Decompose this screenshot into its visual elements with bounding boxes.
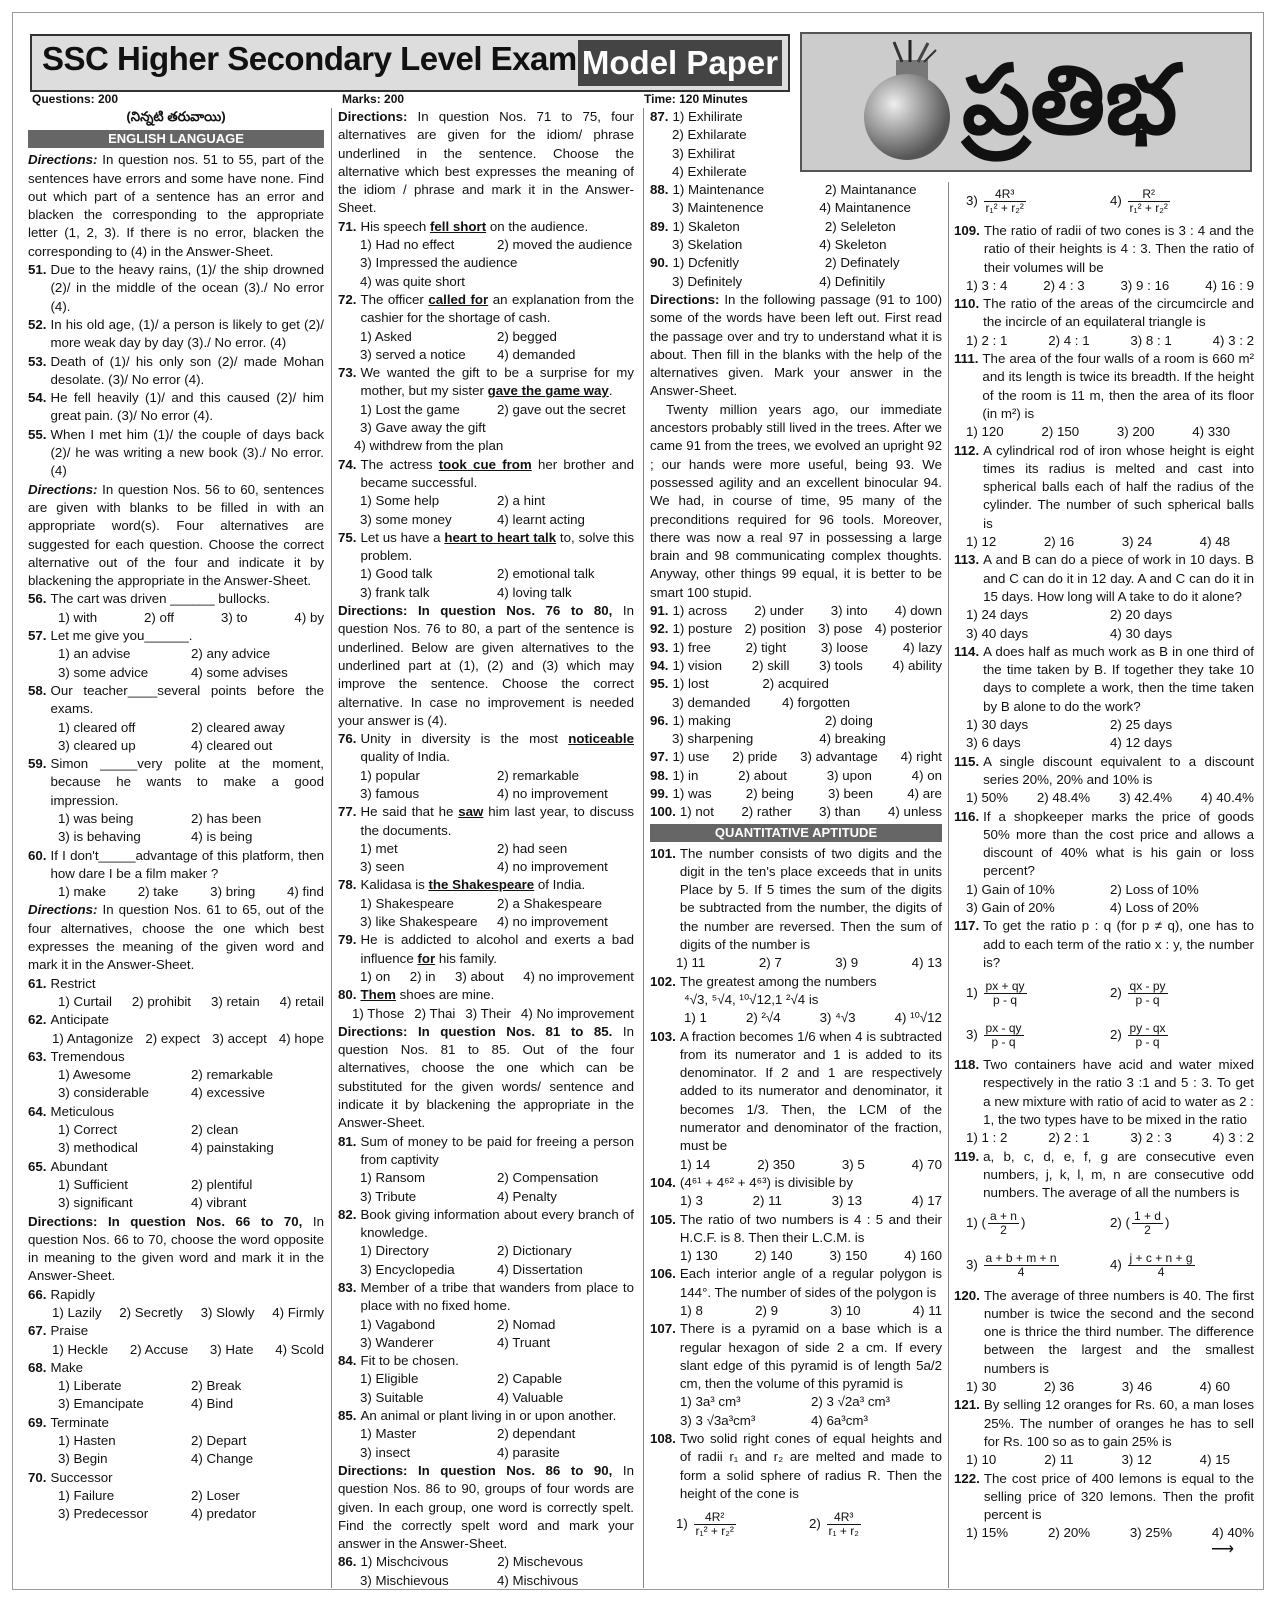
column-3 [650, 108, 942, 1545]
directions: Directions: In question Nos. 76 to 80, In question Nos. 76 to 80, a part of the sentence is underlined. Below are given alternatives to the underlined part at (1), (2) and (3) which may improve the sentence. Choose the correct alternative. In case no improvement is needed your answer is (4). [338, 603, 634, 728]
question-64: 64. Meticulous [28, 1103, 115, 1119]
question-68: 68. Make [28, 1359, 84, 1375]
options: 1) 1 : 2 2) 2 : 1 3) 2 : 3 4) 3 : 2 [966, 1130, 1254, 1146]
directions: Directions: In the following passage (91 to 100) some of the words have been left out. First read the passage over and try to understand what it is about. Then fill in the blanks with the help of the alternatives given. Mark your answer in the Answer-Sheet. [650, 291, 942, 399]
options: 1) Failure 2) Loser [58, 1487, 240, 1503]
options: 1) Sufficient 2) plentiful [58, 1176, 253, 1192]
options: 1) Lost the game 2) gave out the secret [360, 401, 626, 417]
options: 1) Good talk 2) emotional talk [360, 566, 595, 582]
question-106: 106. Each interior angle of a regular polygon is 144°. The number of sides of the polygon is [650, 1266, 942, 1300]
question-115: 115. A single discount equivalent to a discount series 20%, 20% and 10% is [954, 753, 1254, 787]
question-66: 66. Rapidly [28, 1286, 95, 1302]
options: 1) 15% 2) 20% 3) 25% 4) 40% [966, 1525, 1254, 1541]
expression: ⁴√3, ⁵√4, ¹⁰√12,1 ²√4 is [684, 991, 819, 1007]
question-100: 100. 1) not 2) rather 3) than 4) unless [650, 804, 942, 820]
question-84: 84. Fit to be chosen. [338, 1353, 459, 1369]
options: 1) Hasten 2) Depart [58, 1433, 247, 1449]
options: 3) Definitely 4) Definitily [672, 273, 886, 289]
question-119: 119. a, b, c, d, e, f, g are consecutive even numbers, j, k, l, m, n are consecutive odd numbers. The average of all the numbers is [954, 1148, 1254, 1201]
options: 1) Ransom 2) Compensation [360, 1170, 599, 1186]
exam-title: SSC Higher Secondary Level Exam [42, 40, 577, 77]
question-94: 94. 1) vision 2) skill 3) tools 4) ability [650, 657, 942, 673]
question-59: 59. Simon _____very polite at the moment, because he wants to make a good impression. [28, 756, 324, 808]
question-104: 104. (4⁶¹ + 4⁶² + 4⁶³) is divisible by [650, 1174, 853, 1190]
directions: Directions: In question Nos. 66 to 70, In question Nos. 66 to 70, choose the word opposite in meaning to the given word and mark it in the Answer-Sheet. [28, 1213, 324, 1284]
options: 3) Emancipate 4) Bind [58, 1396, 234, 1412]
option: 3) Gave away the gift [360, 420, 486, 436]
options: 1) 11 2) 7 3) 9 4) 13 [676, 955, 942, 971]
options: 1) 3 : 4 2) 4 : 3 3) 9 : 16 4) 16 : 9 [966, 277, 1254, 293]
section-quantitative: QUANTITATIVE APTITUDE [650, 824, 942, 842]
options: 3) Skelation 4) Skeleton [672, 237, 887, 253]
options: 1) Gain of 10% 2) Loss of 10% [966, 881, 1199, 897]
question-78: 78. Kalidasa is the Shakespeare of India. [338, 877, 586, 893]
question-122: 122. The cost price of 400 lemons is equal to the selling price of 320 lemons. Then the profit percent is [954, 1470, 1254, 1523]
options: 3) sharpening 4) breaking [672, 731, 886, 747]
question-69: 69. Terminate [28, 1414, 109, 1430]
column-4 [954, 182, 1254, 1557]
question-114: 114. A does half as much work as B in one third of the time taken by B. If together they take 10 days to complete a work, then the time taken by B alone to do the work? [954, 643, 1254, 714]
options: 1) cleared off 2) cleared away [58, 719, 285, 735]
options: 1) Shakespeare 2) a Shakespeare [360, 895, 602, 911]
options: 3) 6 days 4) 12 days [966, 735, 1173, 751]
continued-label: (నిన్నటి తరువాయి) [126, 109, 226, 124]
options: 3) Gain of 20% 4) Loss of 20% [966, 899, 1199, 915]
directions: Directions: In question Nos. 81 to 85. In question Nos. 81 to 85. Out of the four alternatives, choose the one which can be substituted for the given words/ sentence and indicate it by blackening the appropriate in the Answer-Sheet. [338, 1023, 634, 1131]
question-87: 87. 1) Exhilirate [650, 109, 743, 124]
options: 3) 3 √3a³cm³ 4) 6a³cm³ [680, 1412, 868, 1428]
question-81: 81. Sum of money to be paid for freeing a person from captivity [338, 1133, 634, 1167]
question-109: 109. The ratio of radii of two cones is 3 : 4 and the ratio of their heights is 4 : 3. Then the ratio of their volumes will be [954, 223, 1254, 275]
column-divider [643, 108, 644, 1588]
option: 4) Exhilerate [672, 163, 747, 179]
options: 1) $\frac{\text{4R²}}{\text{r₁² + r₂²}}$ 2) $\frac{\text{4R³}}{\text{r₁ + r₂}}$ [676, 1509, 859, 1538]
options: 1) Directory 2) Dictionary [360, 1243, 572, 1259]
question-77: 77. He said that he saw him last year, to discuss the documents. [338, 804, 634, 838]
question-91: 91. 1) across 2) under 3) into 4) down [650, 603, 942, 619]
brand-title: ప్రతిభ [962, 47, 1178, 154]
options: 3) Maintenence 4) Maintanence [672, 200, 911, 216]
question-86: 86. 1) Mischcivous 2) Mischevous [338, 1554, 583, 1570]
column-1 [28, 108, 324, 1524]
question-101: 101. The number consists of two digits and the digit in the ten's place exceeds that in units Place by 5. If 5 times the sum of the digits be subtracted from the number, the digits of the number are reversed. Then the sum of digits of the number is [650, 845, 942, 953]
question-58: 58. Our teacher____several points before the exams. [28, 682, 324, 717]
options: 3) Begin 4) Change [58, 1451, 254, 1467]
options: 3) significant 4) vibrant [58, 1195, 247, 1211]
directions: Directions: In question Nos. 61 to 65, out of the four alternatives, choose the one which best expresses the meaning of the given word and mark it in the Answer-Sheet. [28, 902, 324, 973]
question-82: 82. Book giving information about every branch of knowledge. [338, 1206, 634, 1241]
options: 1) 1 2) ²√4 3) ⁴√3 4) ¹⁰√12 [684, 1010, 942, 1026]
options: 3) $\frac{\text{4R³}}{\text{r₁² + r₂²}}$ 4) $\frac{\text{R²}}{\text{r₁² + r₂²}}$ [966, 186, 1168, 215]
option: 4) withdrew from the plan [354, 438, 504, 454]
options: 1) 30 days 2) 25 days [966, 717, 1173, 733]
options: 1) ( $\frac{a + n}{2}$ ) 2) ( $\frac{1 + d}{2}$ ) [966, 1209, 1170, 1238]
options: 3) $\frac{px - qy}{p - q}$ 2) $\frac{py - qx}{p - q}$ [966, 1020, 1166, 1049]
options: 3) Predecessor 4) predator [58, 1506, 257, 1522]
options: 1) on 2) in 3) about 4) no improvement [360, 968, 634, 984]
question-55: 55. When I met him (1)/ the couple of days back (2)/ he was writing a new book (3)./ No error. (4) [28, 426, 324, 479]
option: 2) Exhilarate [672, 127, 747, 143]
arrow-right-icon: ⟶ [1211, 1540, 1234, 1558]
question-54: 54. He fell heavily (1)/ and this caused (2)/ him great pain. (3)/ No error (4). [28, 390, 324, 424]
question-97: 97. 1) use 2) pride 3) advantage 4) right [650, 749, 942, 765]
question-65: 65. Abundant [28, 1158, 108, 1174]
model-paper-badge: Model Paper [578, 40, 782, 86]
marks: Marks: 200 [342, 92, 405, 106]
question-60: 60. If I don't_____advantage of this platform, then how dare I be a film maker ? [28, 847, 324, 881]
options: 1) 10 2) 11 3) 12 4) 15 [966, 1452, 1230, 1468]
exam-header [30, 34, 790, 92]
question-113: 113. A and B can do a piece of work in 10 days. B and C can do it in 12 day. A and C can do it in 15 days. How long will A take to do it alone? [954, 552, 1254, 604]
options: 1) 3a³ cm³ 2) 3 √2a³ cm³ [680, 1394, 890, 1410]
option: 3) Impressed the audience [360, 255, 518, 271]
question-92: 92. 1) posture 2) position 3) pose 4) posterior [650, 621, 942, 637]
options: 1) Vagabond 2) Nomad [360, 1316, 556, 1332]
options: 1) 24 days 2) 20 days [966, 607, 1173, 623]
question-51: 51. Due to the heavy rains, (1)/ the ship drowned (2)/ in the middle of the ocean (3)./ No error (4). [28, 262, 324, 314]
options: 3) $\frac{a + b + m + n}{4}$ 4) $\frac{j + c + n + g}{4}$ [966, 1251, 1193, 1280]
question-108: 108. Two solid right cones of equal heights and of radii r₁ and r₂ are melted and made to form a solid sphere of radius R. Then the height of the cone is [650, 1431, 942, 1501]
question-93: 93. 1) free 2) tight 3) loose 4) lazy [650, 639, 942, 655]
question-98: 98. 1) in 2) about 3) upon 4) on [650, 767, 942, 783]
question-52: 52. In his old age, (1)/ a person is likely to get (2)/ more weak day by day (3)./ No error. (4) [28, 316, 324, 351]
question-99: 99. 1) was 2) being 3) been 4) are [650, 785, 942, 801]
options: 1) Correct 2) clean [58, 1122, 239, 1138]
question-70: 70. Successor [28, 1469, 113, 1485]
question-71: 71. His speech fell short on the audience. [338, 218, 589, 234]
question-83: 83. Member of a tribe that wanders from place to place with no fixed home. [338, 1280, 634, 1314]
directions: Directions: In question Nos. 56 to 60, sentences are given with blanks to be filled in with an appropriate word(s). Four alternatives are suggested for each question. Choose the correct alternative out of the four and indicate it by blackening the appropriate in the Answer-Sheet. [28, 481, 324, 589]
options: 1) 12 2) 16 3) 24 4) 48 [966, 534, 1230, 550]
options: 3) served a notice 4) demanded [360, 346, 576, 362]
options: 1) with 2) off 3) to 4) by [58, 609, 324, 625]
question-88: 88. 1) Maintenance 2) Maintanance [650, 182, 917, 198]
options: 3) 40 days 4) 30 days [966, 625, 1173, 641]
options: 1) Asked 2) begged [360, 328, 557, 344]
options: 1) met 2) had seen [360, 840, 568, 856]
options: 3) methodical 4) painstaking [58, 1140, 274, 1156]
options: 1) make 2) take 3) bring 4) find [58, 884, 324, 900]
options: 3) like Shakespeare 4) no improvement [360, 914, 608, 930]
options: 3) demanded 4) forgotten [672, 694, 851, 710]
question-121: 121. By selling 12 oranges for Rs. 60, a man loses 25%. The number of oranges he has to sell for Rs. 100 so as to gain 25% is [954, 1397, 1254, 1449]
options: 1) Awesome 2) remarkable [58, 1067, 274, 1083]
question-67: 67. Praise [28, 1323, 89, 1339]
question-75: 75. Let us have a heart to heart talk to, solve this problem. [338, 529, 634, 564]
question-73: 73. We wanted the gift to be a surprise for my mother, but my sister gave the game way. [338, 365, 634, 399]
question-61: 61. Restrict [28, 975, 96, 991]
question-95: 95. 1) lost 2) acquired [650, 676, 829, 692]
options: 1) 50% 2) 48.4% 3) 42.4% 4) 40.4% [966, 790, 1254, 806]
options: 1) Eligible 2) Capable [360, 1371, 563, 1387]
question-72: 72. The officer called for an explanation from the cashier for the shortage of cash. [338, 291, 634, 326]
options: 3) Suitable 4) Valuable [360, 1389, 564, 1405]
question-74: 74. The actress took cue from her brother and became successful. [338, 456, 634, 490]
options: 1) Had no effect 2) moved the audience [360, 237, 633, 253]
options: 1) 120 2) 150 3) 200 4) 330 [966, 424, 1230, 440]
directions: Directions: In question Nos. 71 to 75, four alternatives are given for the idiom/ phrase underlined in the sentence. Choose the alternative which best expresses the meaning of the idiom / phrase and mark it in the Answer-Sheet. [338, 109, 634, 216]
options: 3) seen 4) no improvement [360, 859, 608, 875]
options: 1) an advise 2) any advice [58, 646, 271, 662]
options: 1) Antagonize 2) expect 3) accept 4) hope [52, 1030, 324, 1046]
options: 3) Mischievous 4) Mischivous [360, 1572, 579, 1588]
question-count: Questions: 200 [32, 92, 119, 106]
question-105: 105. The ratio of two numbers is 4 : 5 and their H.C.F. is 8. Then their L.C.M. is [650, 1211, 942, 1245]
options: 1) $\frac{px + qy}{p - q}$ 2) $\frac{qx - py}{p - q}$ [966, 978, 1166, 1007]
column-divider [331, 108, 332, 1588]
question-111: 111. The area of the four walls of a room is 660 m² and its length is twice its breadth. If the height of the room is 11 m, then the area of its floor (in m²) is [954, 351, 1254, 421]
option: 3) Exhilirat [672, 145, 735, 161]
options: 1) 130 2) 140 3) 150 4) 160 [680, 1248, 942, 1264]
question-62: 62. Anticipate [28, 1012, 109, 1028]
question-79: 79. He is addicted to alcohol and exerts a bad influence for his family. [338, 932, 634, 966]
options: 1) Master 2) dependant [360, 1426, 576, 1442]
options: 1) Some help 2) a hint [360, 493, 546, 509]
options: 3) is behaving 4) is being [58, 829, 253, 845]
question-57: 57. Let me give you______. [28, 628, 193, 644]
options: 1) Liberate 2) Break [58, 1378, 242, 1394]
passage: Twenty million years ago, our immediate ancestors probably still lived in the trees. After we came 91 from the trees, we evolved an upright 92 ; our hands were more useful, being 93. We possessed agility and an excellent binocular 94. We had, in course of time, 95 many of the preconditions required for 96 tools. Moreover, there was now a real 97 in possessing a large brain and 98 communicating complex thoughts. Anyway, other things 99 equal, it is better to be smart 100 stupid. [650, 401, 942, 600]
question-80: 80. Them shoes are mine. [338, 987, 495, 1003]
question-96: 96. 1) making 2) doing [650, 712, 873, 728]
options: 3) some money 4) learnt acting [360, 511, 585, 527]
options: 1) 14 2) 350 3) 5 4) 70 [680, 1156, 942, 1172]
column-divider [948, 182, 949, 1588]
options: 3) Wanderer 4) Truant [360, 1334, 551, 1350]
question-85: 85. An animal or plant living in or upon another. [338, 1408, 617, 1424]
options: 3) Tribute 4) Penalty [360, 1188, 557, 1204]
options: 1) Heckle 2) Accuse 3) Hate 4) Scold [52, 1341, 324, 1357]
options: 3) some advice 4) some advises [58, 664, 288, 680]
options: 1) 30 2) 36 3) 46 4) 60 [966, 1379, 1230, 1395]
column-2 [338, 108, 634, 1590]
question-102: 102. The greatest among the numbers [650, 973, 877, 989]
option: 4) was quite short [360, 273, 465, 289]
question-56: 56. The cart was driven ______ bullocks. [28, 591, 271, 607]
question-103: 103. A fraction becomes 1/6 when 4 is subtracted from its numerator and 1 is added to its denominator. If 2 and 1 are respectively added to its numerator and denominator, it becomes 1/3. Then, the LCM of the numerator and denominator of the fraction, must be [650, 1028, 942, 1154]
question-110: 110. The ratio of the areas of the circumcircle and the incircle of an equilateral triangle is [954, 296, 1254, 330]
options: 1) Those 2) Thai 3) Their 4) No improvement [352, 1005, 634, 1021]
options: 3) considerable 4) excessive [58, 1085, 265, 1101]
question-107: 107. There is a pyramid on a base which is a regular hexagon of side 2 a cm. If every slant edge of this pyramid is of length 5a/2 cm, then the volume of this pyramid is [650, 1321, 942, 1392]
question-63: 63. Tremendous [28, 1048, 125, 1064]
options: 3) insect 4) parasite [360, 1444, 560, 1460]
options: 1) was being 2) has been [58, 810, 262, 826]
question-90: 90. 1) Dcfenitly 2) Definately [650, 255, 900, 271]
options: 1) Curtail 2) prohibit 3) retain 4) retail [58, 993, 324, 1009]
options: 1) popular 2) remarkable [360, 767, 580, 783]
options: 1) 8 2) 9 3) 10 4) 11 [680, 1303, 942, 1318]
options: 1) 3 2) 11 3) 13 4) 17 [680, 1193, 942, 1209]
question-118: 118. Two containers have acid and water mixed respectively in the ratio 3 :1 and 5 : 3. To get a new mixture with ratio of acid to water as 2 : 1, the two types have to be mixed in the ratio [954, 1057, 1254, 1128]
question-120: 120. The average of three numbers is 40. The first number is twice the second and the second one is thrice the third number. The difference between the largest and the smallest numbers is [954, 1287, 1254, 1376]
options: 3) Encyclopedia 4) Dissertation [360, 1261, 583, 1277]
question-53: 53. Death of (1)/ his only son (2)/ made Mohan desolate. (3)/ No error (4). [28, 353, 324, 387]
question-76: 76. Unity in diversity is the most noticeable quality of India. [338, 731, 634, 765]
question-112: 112. A cylindrical rod of iron whose height is eight times its radius is melted and cast into spherical balls each of half the radius of the cylinder. The number of such spherical balls is [954, 442, 1254, 531]
options: 3) famous 4) no improvement [360, 785, 608, 801]
directions: Directions: In question Nos. 86 to 90, In question Nos. 86 to 90, groups of four words are given. In each group, one word is correctly spelt. Find the correctly spelt word and mark your answer in the Answer-Sheet. [338, 1462, 634, 1552]
directions: Directions: In question nos. 51 to 55, part of the sentences have errors and some have none. Find out which part of a sentence has an error and blacken the corresponding to the appropriate letter (1, 2, 3). If there is no error, blacken the corresponding to (4) in the Answer-Sheet. [28, 152, 324, 259]
question-89: 89. 1) Skaleton 2) Seleleton [650, 218, 896, 234]
options: 3) frank talk 4) loving talk [360, 584, 572, 600]
section-english: ENGLISH LANGUAGE [28, 130, 324, 148]
question-116: 116. If a shopkeeper marks the price of goods 50% more than the cost price and allows a discount of 40% what is his gain or loss percent? [954, 808, 1254, 879]
time-limit: Time: 120 Minutes [644, 92, 748, 106]
question-117: 117. To get the ratio p : q (for p ≠ q), one has to add to each term of the ratio x : y, the number is? [954, 918, 1254, 970]
options: 1) Lazily 2) Secretly 3) Slowly 4) Firmly [52, 1305, 324, 1320]
options: 3) cleared up 4) cleared out [58, 737, 273, 753]
options: 1) 2 : 1 2) 4 : 1 3) 8 : 1 4) 3 : 2 [966, 332, 1254, 348]
